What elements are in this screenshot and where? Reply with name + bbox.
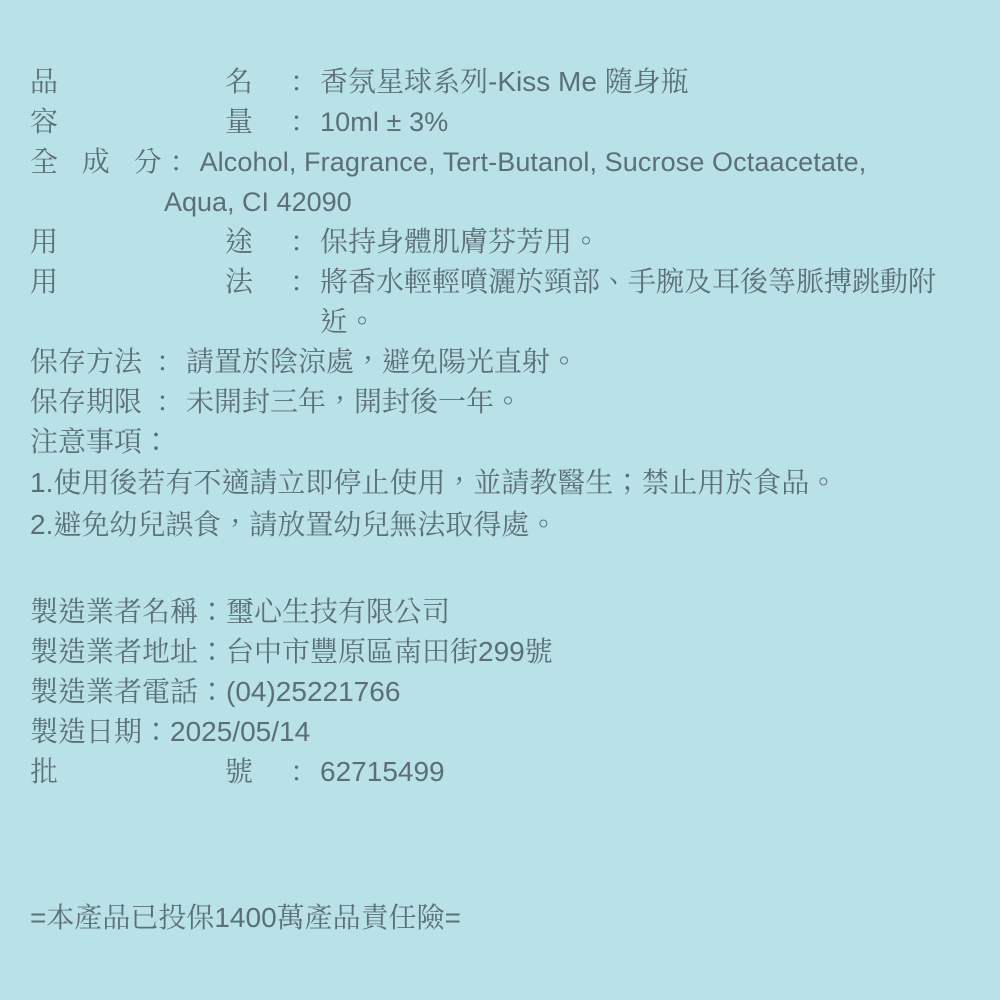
spec-list bbox=[30, 62, 974, 792]
manufacturer-phone-value: (04)25221766 bbox=[226, 676, 401, 707]
spec-row-purpose bbox=[30, 222, 974, 262]
manufacturer-address-value: 台中市豐原區南田街299號 bbox=[226, 636, 553, 667]
spec-separator: ： bbox=[290, 106, 319, 137]
spec-value-shelf-life: 未開封三年，開封後一年。 bbox=[186, 386, 523, 417]
spec-key-usage: 用 法 bbox=[30, 266, 291, 297]
spec-value-ingredients: Alcohol, Fragrance, Tert-Butanol, Sucrose Octaacetate, bbox=[199, 147, 867, 177]
spec-value-storage: 請置於陰涼處，避免陽光直射。 bbox=[186, 346, 579, 377]
spec-value-purpose: 保持身體肌膚芬芳用。 bbox=[320, 226, 601, 257]
note-item: 1.使用後若有不適請立即停止使用，並請教醫生；禁止用於食品。 bbox=[30, 467, 838, 498]
spec-key-product-name: 品 名 bbox=[30, 66, 291, 97]
manufacturer-name-row bbox=[30, 592, 974, 632]
spec-value-volume: 10ml ± 3% bbox=[320, 107, 449, 137]
insurance-note: =本產品已投保1400萬產品責任險= bbox=[30, 902, 461, 933]
spec-row-storage bbox=[30, 342, 974, 382]
spec-row-ingredients bbox=[30, 142, 974, 182]
manufacturer-name-key: 製造業者名稱： bbox=[30, 596, 227, 627]
spec-separator: ： bbox=[156, 386, 185, 417]
spec-separator: ： bbox=[290, 66, 319, 97]
spec-value-product-name: 香氛星球系列-Kiss Me 隨身瓶 bbox=[320, 66, 689, 97]
spec-separator: ： bbox=[290, 226, 319, 257]
spec-key-purpose: 用 途 bbox=[30, 226, 291, 257]
spec-row-shelf-life bbox=[30, 382, 974, 422]
spec-separator: ： bbox=[290, 756, 319, 787]
spec-row-product-name bbox=[30, 62, 974, 102]
manufacturer-name-value: 璽心生技有限公司 bbox=[226, 596, 451, 627]
note-item: 2.避免幼兒誤食，請放置幼兒無法取得處。 bbox=[30, 509, 558, 540]
spec-value-ingredients-continued: Aqua, CI 42090 bbox=[164, 187, 352, 217]
spec-separator: ： bbox=[290, 266, 319, 297]
spec-key-shelf-life: 保存期限 bbox=[30, 386, 143, 417]
spec-value-usage: 將香水輕輕噴灑於頸部、手腕及耳後等脈搏跳動附近。 bbox=[320, 266, 937, 337]
manufacture-date-key: 製造日期： bbox=[30, 716, 171, 747]
section-divider-space bbox=[30, 546, 974, 592]
spec-key-volume: 容 量 bbox=[30, 106, 291, 137]
spec-row-volume bbox=[30, 102, 974, 142]
spec-key-ingredients: 全 成 分 bbox=[30, 146, 170, 177]
batch-number-value: 62715499 bbox=[320, 756, 445, 787]
manufacturer-phone-row bbox=[30, 672, 974, 712]
spec-separator: ： bbox=[169, 146, 198, 177]
spec-row-usage bbox=[30, 262, 974, 342]
spec-key-storage: 保存方法 bbox=[30, 346, 143, 377]
manufacturer-phone-key: 製造業者電話： bbox=[30, 676, 227, 707]
notes-heading: 注意事項： bbox=[30, 426, 171, 457]
manufacturer-address-key: 製造業者地址： bbox=[30, 636, 227, 667]
manufacture-date-value: 2025/05/14 bbox=[170, 716, 311, 747]
batch-number-key: 批 號 bbox=[30, 756, 291, 787]
manufacturer-address-row bbox=[30, 632, 974, 672]
batch-number-row bbox=[30, 752, 974, 792]
manufacture-date-row bbox=[30, 712, 974, 752]
spec-separator: ： bbox=[156, 346, 185, 377]
